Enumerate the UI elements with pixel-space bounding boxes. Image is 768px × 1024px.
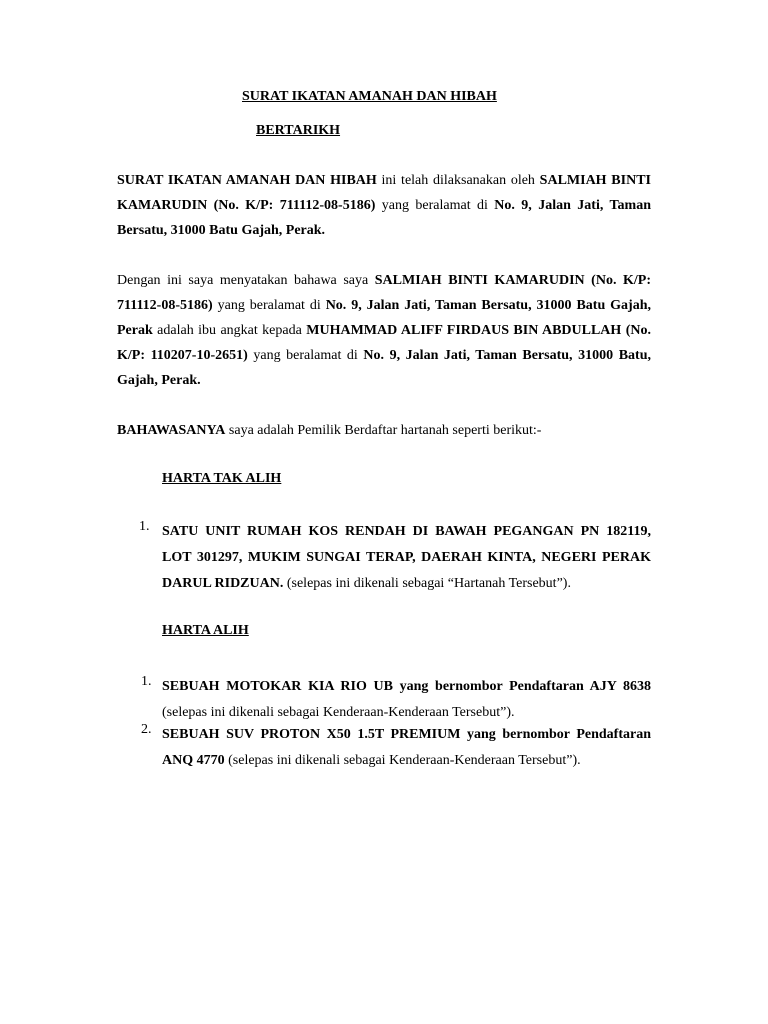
intro-text-2: yang beralamat di bbox=[375, 198, 495, 213]
decl-text-2: yang beralamat di bbox=[212, 298, 326, 313]
decl-bold-1: SALMIAH BINTI KAMARUDIN (No. K/P: 711112-08-5186) bbox=[117, 273, 651, 313]
immovable-item-1 bbox=[162, 519, 651, 597]
decl-text-4: yang beralamat di bbox=[247, 348, 364, 363]
movable-item-1-bold: SEBUAH MOTOKAR KIA RIO UB yang bernombor Pendaftaran AJY 8638 bbox=[162, 679, 651, 694]
decl-text-3: adalah ibu angkat kepada bbox=[152, 323, 307, 338]
immovable-item-1-bold: SATU UNIT RUMAH KOS RENDAH DI BAWAH PEGANGAN PN 182119, LOT 301297, MUKIM SUNGAI TERAP, DAERAH KINTA, NEGERI PERAK DARUL RIDZUAN. bbox=[162, 524, 651, 591]
decl-bold-2: No. 9, Jalan Jati, Taman Bersatu, 31000 Batu Gajah, Perak bbox=[117, 298, 651, 338]
paragraph-whereas bbox=[117, 418, 651, 443]
paragraph-intro bbox=[117, 168, 651, 243]
immovable-item-1-number: 1. bbox=[139, 519, 150, 534]
movable-item-2-number: 2. bbox=[141, 722, 152, 737]
movable-item-1 bbox=[162, 674, 651, 726]
document-title: SURAT IKATAN AMANAH DAN HIBAH bbox=[242, 89, 497, 104]
movable-item-2-bold: SEBUAH SUV PROTON X50 1.5T PREMIUM yang bernombor Pendaftaran ANQ 4770 bbox=[162, 727, 651, 768]
decl-bold-3: MUHAMMAD ALIFF FIRDAUS BIN ABDULLAH (No. K/P: 110207-10-2651) bbox=[117, 323, 651, 363]
document-subtitle: BERTARIKH bbox=[256, 123, 341, 138]
movable-item-2-text: (selepas ini dikenali sebagai Kenderaan-Kenderaan Tersebut”). bbox=[224, 753, 581, 768]
immovable-item-1-text: (selepas ini dikenali sebagai “Hartanah Tersebut”). bbox=[283, 576, 571, 591]
heading-movable-property: HARTA ALIH bbox=[162, 623, 249, 638]
intro-bold-2: SALMIAH BINTI KAMARUDIN (No. K/P: 711112-08-5186) bbox=[117, 173, 651, 213]
movable-item-1-number: 1. bbox=[141, 674, 152, 689]
movable-item-2 bbox=[162, 722, 651, 774]
intro-text-1: ini telah dilaksanakan oleh bbox=[376, 173, 540, 188]
decl-text-1: Dengan ini saya menyatakan bahawa saya bbox=[117, 273, 375, 288]
whereas-text: saya adalah Pemilik Berdaftar hartanah seperti berikut:- bbox=[225, 423, 542, 438]
heading-immovable-property: HARTA TAK ALIH bbox=[162, 471, 282, 486]
decl-bold-4: No. 9, Jalan Jati, Taman Bersatu, 31000 Batu, Gajah, Perak. bbox=[117, 348, 651, 388]
whereas-bold: BAHAWASANYA bbox=[117, 423, 226, 438]
paragraph-declaration bbox=[117, 268, 651, 393]
movable-item-1-text: (selepas ini dikenali sebagai Kenderaan-Kenderaan Tersebut”). bbox=[162, 705, 515, 720]
intro-bold-1: SURAT IKATAN AMANAH DAN HIBAH bbox=[117, 173, 377, 188]
intro-bold-3: No. 9, Jalan Jati, Taman Bersatu, 31000 Batu Gajah, Perak. bbox=[117, 198, 652, 238]
